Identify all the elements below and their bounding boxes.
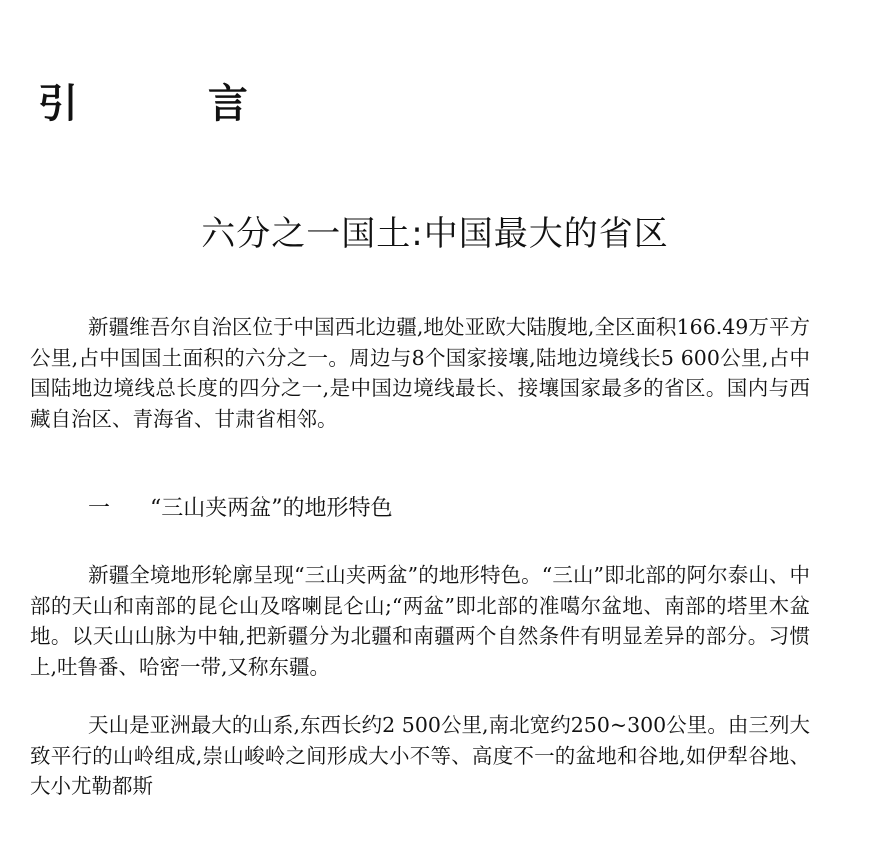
paragraph-intro-text: 新疆维吾尔自治区位于中国西北边疆,地处亚欧大陆腹地,全区面积166.49万平方公里,占中国国土面积的六分之一。周边与8个国家接壤,陆地边境线长5 600公里,占中国陆地边境线总长度的四分之一,是中国边境线最长、接壤国家最多的省区。国内与西藏自治区、青海省、甘肃省相邻。 [30, 315, 810, 431]
section-title: 六分之一国土:中国最大的省区 [201, 214, 669, 254]
subsection-heading [88, 494, 393, 524]
paragraph-tianshan [30, 710, 810, 802]
paragraph-intro [30, 312, 810, 434]
subsection-number: 一 [88, 496, 111, 521]
paragraph-terrain [30, 560, 810, 682]
paragraph-tianshan-text: 天山是亚洲最大的山系,东西长约2 500公里,南北宽约250~300公里。由三列大致平行的山岭组成,崇山峻岭之间形成大小不等、高度不一的盆地和谷地,如伊犁谷地、大小尤勒都斯 [30, 713, 810, 798]
paragraph-terrain-text: 新疆全境地形轮廓呈现“三山夹两盆”的地形特色。“三山”即北部的阿尔泰山、中部的天山和南部的昆仑山及喀喇昆仑山;“两盆”即北部的准噶尔盆地、南部的塔里木盆地。以天山山脉为中轴,把新疆分为北疆和南疆两个自然条件有明显差异的部分。习惯上,吐鲁番、哈密一带,又称东疆。 [30, 563, 810, 679]
chapter-title: 引 言 [38, 80, 306, 127]
subsection-title: “三山夹两盆”的地形特色 [150, 496, 393, 521]
